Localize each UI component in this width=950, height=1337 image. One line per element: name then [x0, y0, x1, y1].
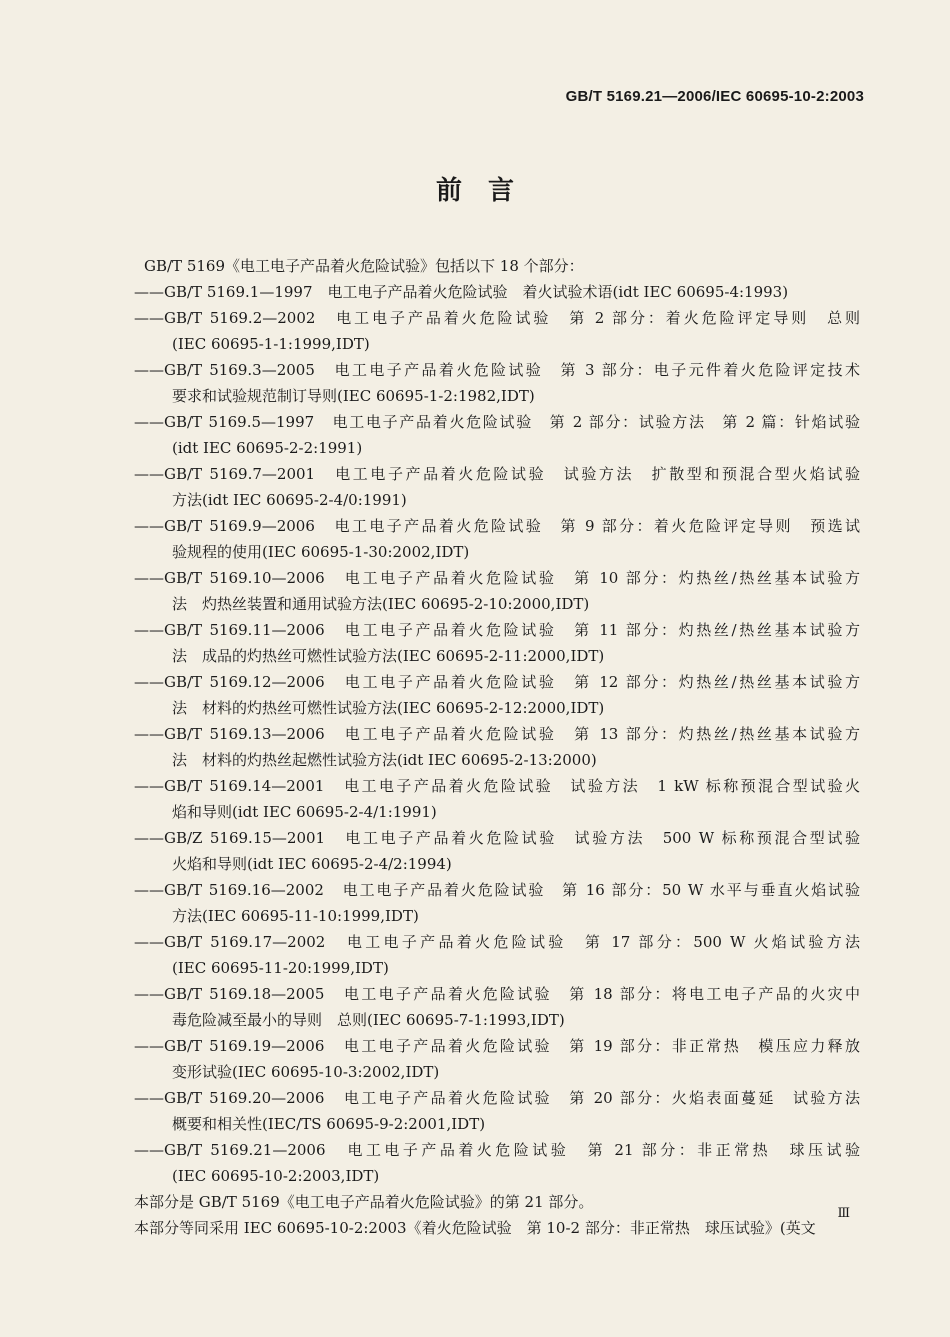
page-title: 前 言 — [435, 176, 514, 206]
paragraph-part-statement: 本部分是 GB/T 5169《电工电子产品着火危险试验》的第 21 部分。 — [134, 1193, 594, 1211]
list-item-line2: 验规程的使用(IEC 60695-1-30:2002,IDT) — [172, 543, 470, 561]
list-item — [134, 1137, 860, 1189]
list-item — [134, 279, 860, 305]
list-item — [134, 565, 860, 617]
list-item-line2: (IEC 60695-11-20:1999,IDT) — [172, 959, 389, 977]
standards-list — [134, 279, 860, 1189]
list-item — [134, 1085, 860, 1137]
list-item — [134, 929, 860, 981]
list-item — [134, 357, 860, 409]
paragraph-adoption-statement: 本部分等同采用 IEC 60695-10-2:2003《着火危险试验 第 10-2 部分：非正常热 球压试验》(英文 — [134, 1219, 816, 1237]
list-item-line1: ——GB/T 5169.9—2006 电工电子产品着火危险试验 第 9 部分：着火危险评定导则 预选试 — [134, 517, 860, 535]
list-item-line2: 法 灼热丝装置和通用试验方法(IEC 60695-2-10:2000,IDT) — [172, 595, 590, 613]
list-item — [134, 305, 860, 357]
list-item — [134, 409, 860, 461]
list-item-line2: 方法(IEC 60695-11-10:1999,IDT) — [172, 907, 419, 925]
list-item — [134, 461, 860, 513]
list-item-line1: ——GB/T 5169.13—2006 电工电子产品着火危险试验 第 13 部分：灼热丝/热丝基本试验方 — [134, 725, 860, 743]
list-item-line2: (IEC 60695-10-2:2003,IDT) — [172, 1167, 380, 1185]
list-item-line2: 要求和试验规范制订导则(IEC 60695-1-2:1982,IDT) — [172, 387, 535, 405]
list-item-line2: 焰和导则(idt IEC 60695-2-4/1:1991) — [172, 803, 437, 821]
list-item-line1: ——GB/T 5169.1—1997 电工电子产品着火危险试验 着火试验术语(idt IEC 60695-4:1993) — [134, 283, 789, 301]
list-item — [134, 773, 860, 825]
list-item — [134, 877, 860, 929]
intro-paragraph: GB/T 5169《电工电子产品着火危险试验》包括以下 18 个部分： — [144, 257, 584, 275]
list-item-line1: ——GB/T 5169.2—2002 电工电子产品着火危险试验 第 2 部分：着火危险评定导则 总则 — [134, 309, 860, 327]
list-item-line1: ——GB/T 5169.3—2005 电工电子产品着火危险试验 第 3 部分：电子元件着火危险评定技术 — [134, 361, 860, 379]
list-item — [134, 721, 860, 773]
list-item-line2: 法 材料的灼热丝可燃性试验方法(IEC 60695-2-12:2000,IDT) — [172, 699, 605, 717]
list-item-line1: ——GB/T 5169.10—2006 电工电子产品着火危险试验 第 10 部分：灼热丝/热丝基本试验方 — [134, 569, 860, 587]
list-item-line1: ——GB/T 5169.12—2006 电工电子产品着火危险试验 第 12 部分：灼热丝/热丝基本试验方 — [134, 673, 860, 691]
list-item-line1: ——GB/T 5169.17—2002 电工电子产品着火危险试验 第 17 部分：500 W 火焰试验方法 — [134, 933, 860, 951]
list-item-line1: ——GB/T 5169.18—2005 电工电子产品着火危险试验 第 18 部分：将电工电子产品的火灾中 — [134, 985, 860, 1003]
list-item — [134, 825, 860, 877]
page-number: Ⅲ — [837, 1206, 850, 1221]
list-item — [134, 669, 860, 721]
list-item-line1: ——GB/T 5169.21—2006 电工电子产品着火危险试验 第 21 部分：非正常热 球压试验 — [134, 1141, 860, 1159]
list-item — [134, 1033, 860, 1085]
list-item — [134, 617, 860, 669]
list-item-line1: ——GB/T 5169.19—2006 电工电子产品着火危险试验 第 19 部分：非正常热 模压应力释放 — [134, 1037, 860, 1055]
list-item-line2: 火焰和导则(idt IEC 60695-2-4/2:1994) — [172, 855, 452, 873]
list-item — [134, 513, 860, 565]
list-item-line2: 毒危险减至最小的导则 总则(IEC 60695-7-1:1993,IDT) — [172, 1011, 565, 1029]
list-item-line1: ——GB/T 5169.7—2001 电工电子产品着火危险试验 试验方法 扩散型和预混合型火焰试验 — [134, 465, 860, 483]
list-item-line1: ——GB/T 5169.5—1997 电工电子产品着火危险试验 第 2 部分：试验方法 第 2 篇：针焰试验 — [134, 413, 860, 431]
list-item — [134, 981, 860, 1033]
list-item-line2: 法 材料的灼热丝起燃性试验方法(idt IEC 60695-2-13:2000) — [172, 751, 597, 769]
list-item-line1: ——GB/T 5169.11—2006 电工电子产品着火危险试验 第 11 部分：灼热丝/热丝基本试验方 — [134, 621, 860, 639]
list-item-line1: ——GB/T 5169.14—2001 电工电子产品着火危险试验 试验方法 1 kW 标称预混合型试验火 — [134, 777, 860, 795]
list-item-line1: ——GB/T 5169.20—2006 电工电子产品着火危险试验 第 20 部分：火焰表面蔓延 试验方法 — [134, 1089, 860, 1107]
list-item-line2: 概要和相关性(IEC/TS 60695-9-2:2001,IDT) — [172, 1115, 486, 1133]
list-item-line1: ——GB/Z 5169.15—2001 电工电子产品着火危险试验 试验方法 500 W 标称预混合型试验 — [134, 829, 860, 847]
list-item-line2: 变形试验(IEC 60695-10-3:2002,IDT) — [172, 1063, 440, 1081]
document-header: GB/T 5169.21—2006/IEC 60695-10-2:2003 — [565, 88, 864, 105]
list-item-line2: 法 成品的灼热丝可燃性试验方法(IEC 60695-2-11:2000,IDT) — [172, 647, 605, 665]
list-item-line1: ——GB/T 5169.16—2002 电工电子产品着火危险试验 第 16 部分：50 W 水平与垂直火焰试验 — [134, 881, 860, 899]
list-item-line2: 方法(idt IEC 60695-2-4/0:1991) — [172, 491, 407, 509]
list-item-line2: (IEC 60695-1-1:1999,IDT) — [172, 335, 370, 353]
document-body — [134, 253, 860, 1241]
list-item-line2: (idt IEC 60695-2-2:1991) — [172, 439, 363, 457]
